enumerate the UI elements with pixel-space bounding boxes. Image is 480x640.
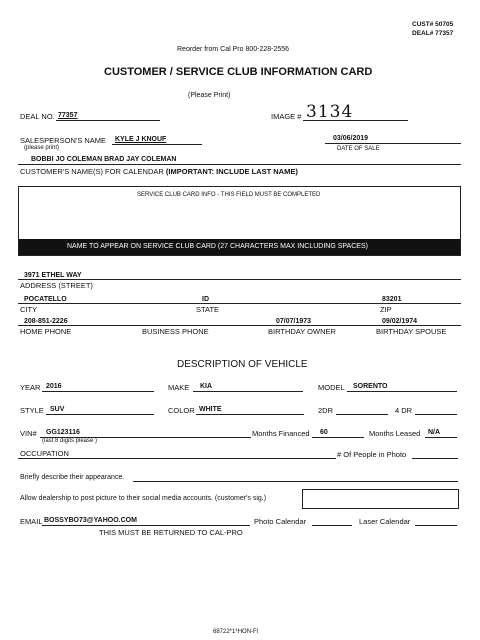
date-of-sale-label: DATE OF SALE: [337, 146, 380, 152]
photo-calendar-label: Photo Calendar: [254, 517, 307, 526]
customer-names-line: [18, 164, 461, 165]
months-leased-line: [425, 437, 457, 438]
service-club-name-label: NAME TO APPEAR ON SERVICE CLUB CARD (27 CHARACTERS MAX INCLUDING SPACES): [67, 243, 368, 250]
email-label: EMAIL: [20, 517, 43, 526]
return-note: THIS MUST BE RETURNED TO CAL-PRO: [99, 528, 243, 537]
birthday-spouse-value: 09/02/1974: [382, 318, 418, 325]
color-line: [196, 414, 304, 415]
home-phone-label: HOME PHONE: [20, 327, 72, 336]
two-door-line: [336, 414, 388, 415]
email-value: BOSSYBO73@YAHOO.COM: [44, 517, 137, 524]
occupation-line: [18, 458, 336, 459]
four-door-line: [415, 414, 457, 415]
photo-calendar-line: [312, 525, 352, 526]
months-leased-value: N/A: [428, 429, 441, 436]
state-value: ID: [202, 296, 209, 303]
birthday-owner-value: 07/07/1973: [276, 318, 312, 325]
customer-signature-box[interactable]: [302, 489, 459, 509]
appearance-line: [133, 481, 458, 482]
birthday-owner-label: BIRTHDAY OWNER: [268, 327, 336, 336]
date-of-sale-line: [325, 143, 461, 144]
form-title: CUSTOMER / SERVICE CLUB INFORMATION CARD: [104, 66, 373, 78]
model-line: [347, 391, 457, 392]
year-value: 2016: [46, 383, 62, 390]
months-financed-line: [312, 437, 364, 438]
vin-note: (last 8 digits please ): [42, 438, 98, 444]
zip-value: 83201: [382, 296, 402, 303]
city-line: [18, 303, 461, 304]
salesperson-line: [112, 144, 202, 145]
street-label: ADDRESS (STREET): [20, 281, 93, 290]
occupation-label: OCCUPATION: [20, 449, 69, 458]
months-financed-value: 60: [320, 429, 328, 436]
image-line: [303, 120, 408, 121]
year-label: YEAR: [20, 383, 41, 392]
four-door-label: 4 DR: [395, 406, 413, 415]
year-line: [42, 391, 154, 392]
laser-calendar-line: [415, 525, 457, 526]
business-phone-label: BUSINESS PHONE: [142, 327, 209, 336]
salesperson-sub-label: (please print): [24, 145, 60, 151]
make-line: [193, 391, 303, 392]
service-club-card-box: [18, 186, 461, 256]
deal-no-value: 77357: [58, 112, 78, 119]
style-label: STYLE: [20, 406, 44, 415]
customer-names-label: CUSTOMER'S NAME(S) FOR CALENDAR (IMPORTANT: INCLUDE LAST NAME): [20, 167, 298, 176]
city-label: CITY: [20, 305, 38, 314]
state-label: STATE: [196, 305, 220, 314]
customer-number: CUST# 50705: [412, 21, 454, 28]
two-door-label: 2DR: [318, 406, 334, 415]
salesperson-value: KYLE J KNOUF: [115, 136, 167, 143]
laser-calendar-label: Laser Calendar: [359, 517, 411, 526]
months-leased-label: Months Leased: [369, 429, 421, 438]
email-line: [42, 525, 250, 526]
make-value: KIA: [200, 383, 213, 390]
service-club-name-bar: [19, 239, 460, 255]
deal-no-line: [56, 120, 160, 121]
social-media-label: Allow dealership to post picture to their social media accounts. (customer's sig.): [20, 495, 267, 502]
street-value: 3971 ETHEL WAY: [24, 272, 82, 279]
reorder-note: Reorder from Cal Pro 800-228-2556: [177, 46, 290, 53]
color-value: WHITE: [199, 406, 222, 413]
vin-value: GG123116: [46, 429, 80, 436]
salesperson-label: SALESPERSON'S NAME: [20, 136, 107, 145]
color-label: COLOR: [168, 406, 195, 415]
model-label: MODEL: [318, 383, 345, 392]
form-code: 68722*1*HON-FI: [213, 629, 259, 635]
style-line: [46, 414, 154, 415]
zip-label: ZIP: [380, 305, 392, 314]
model-value: SORENTO: [353, 383, 388, 390]
people-in-photo-line: [412, 458, 458, 459]
vehicle-section-title: DESCRIPTION OF VEHICLE: [177, 359, 308, 370]
image-number-handwritten: 3134: [306, 102, 354, 122]
street-line: [18, 279, 461, 280]
city-value: POCATELLO: [24, 296, 67, 303]
deal-number: DEAL# 77357: [412, 30, 454, 37]
style-value: SUV: [50, 406, 65, 413]
phones-line: [18, 325, 461, 326]
service-club-info-label: SERVICE CLUB CARD INFO - THIS FIELD MUST BE COMPLETED: [137, 192, 321, 198]
image-label: IMAGE #: [271, 112, 302, 121]
date-of-sale-value: 03/06/2019: [333, 135, 369, 142]
please-print-note: (Please Print): [188, 92, 231, 99]
vin-label: VIN#: [20, 429, 37, 438]
deal-no-label: DEAL NO.: [20, 112, 55, 121]
birthday-spouse-label: BIRTHDAY SPOUSE: [376, 327, 447, 336]
people-in-photo-label: # Of People in Photo: [337, 450, 407, 459]
customer-names-value: BOBBI JO COLEMAN BRAD JAY COLEMAN: [31, 156, 177, 163]
months-financed-label: Months Financed: [252, 429, 310, 438]
appearance-label: Briefly describe their appearance.: [20, 474, 125, 481]
make-label: MAKE: [168, 383, 190, 392]
home-phone-value: 208-851-2226: [24, 318, 68, 325]
